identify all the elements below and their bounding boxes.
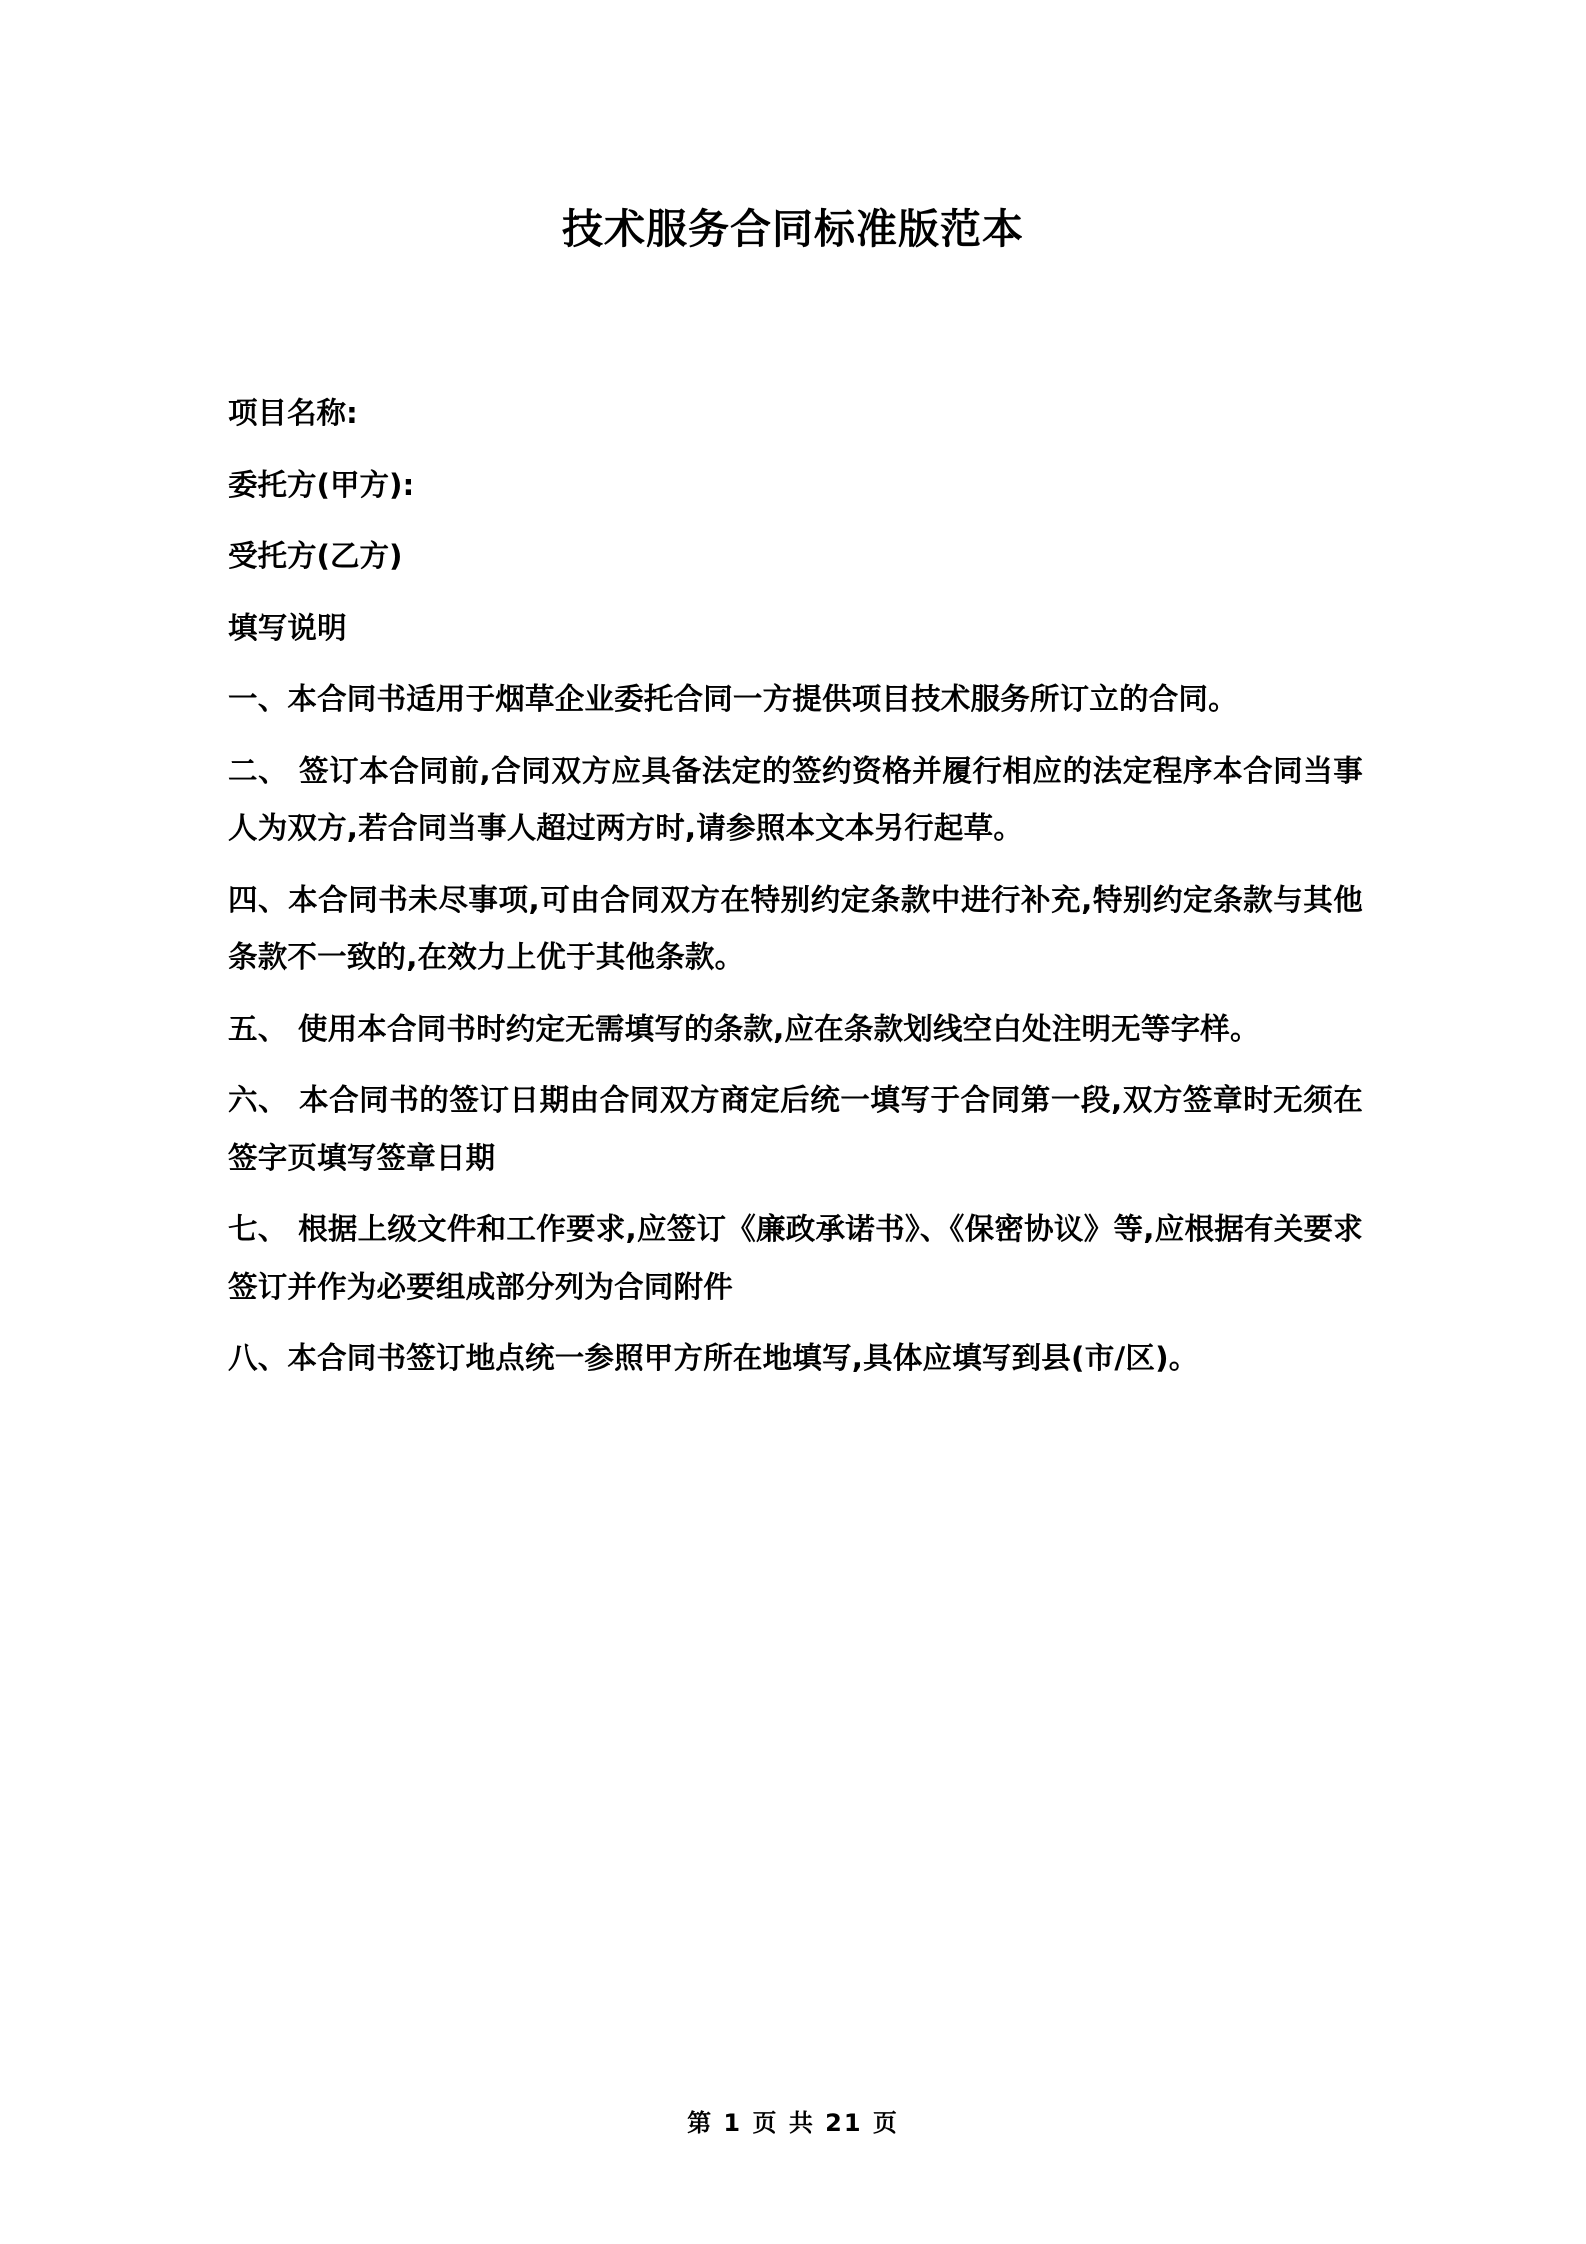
page-footer: 第 1 页 共 21 页	[687, 2109, 899, 2137]
field-contractor-party-b: 受托方(乙方)	[228, 539, 403, 574]
field-project-name: 项目名称:	[228, 396, 358, 430]
page-title: 技术服务合同标准版范本	[562, 205, 1024, 253]
instruction-item-7: 七、 根据上级文件和工作要求,应签订《廉政承诺书》、《保密协议》等,应根据有关要求签订并作为必要组成部分列为合同附件	[228, 1212, 1363, 1304]
instructions-heading: 填写说明	[228, 610, 347, 645]
instruction-item-5: 五、 使用本合同书时约定无需填写的条款,应在条款划线空白处注明无等字样。	[228, 1011, 1260, 1046]
instruction-item-4: 四、本合同书未尽事项,可由合同双方在特别约定条款中进行补充,特别约定条款与其他条款不一致的,在效力上优于其他条款。	[228, 882, 1363, 975]
field-client-party-a: 委托方(甲方):	[228, 467, 415, 502]
instruction-item-1: 一、本合同书适用于烟草企业委托合同一方提供项目技术服务所订立的合同。	[228, 682, 1238, 717]
instruction-item-6: 六、 本合同书的签订日期由合同双方商定后统一填写于合同第一段,双方签章时无须在签字页填写签章日期	[228, 1083, 1363, 1175]
document-body	[228, 385, 1363, 1402]
instruction-item-8: 八、本合同书签订地点统一参照甲方所在地填写,具体应填写到县(市/区)。	[228, 1341, 1199, 1376]
instruction-item-2: 二、 签订本合同前,合同双方应具备法定的签约资格并履行相应的法定程序本合同当事人为双方,若合同当事人超过两方时,请参照本文本另行起草。	[228, 753, 1363, 846]
